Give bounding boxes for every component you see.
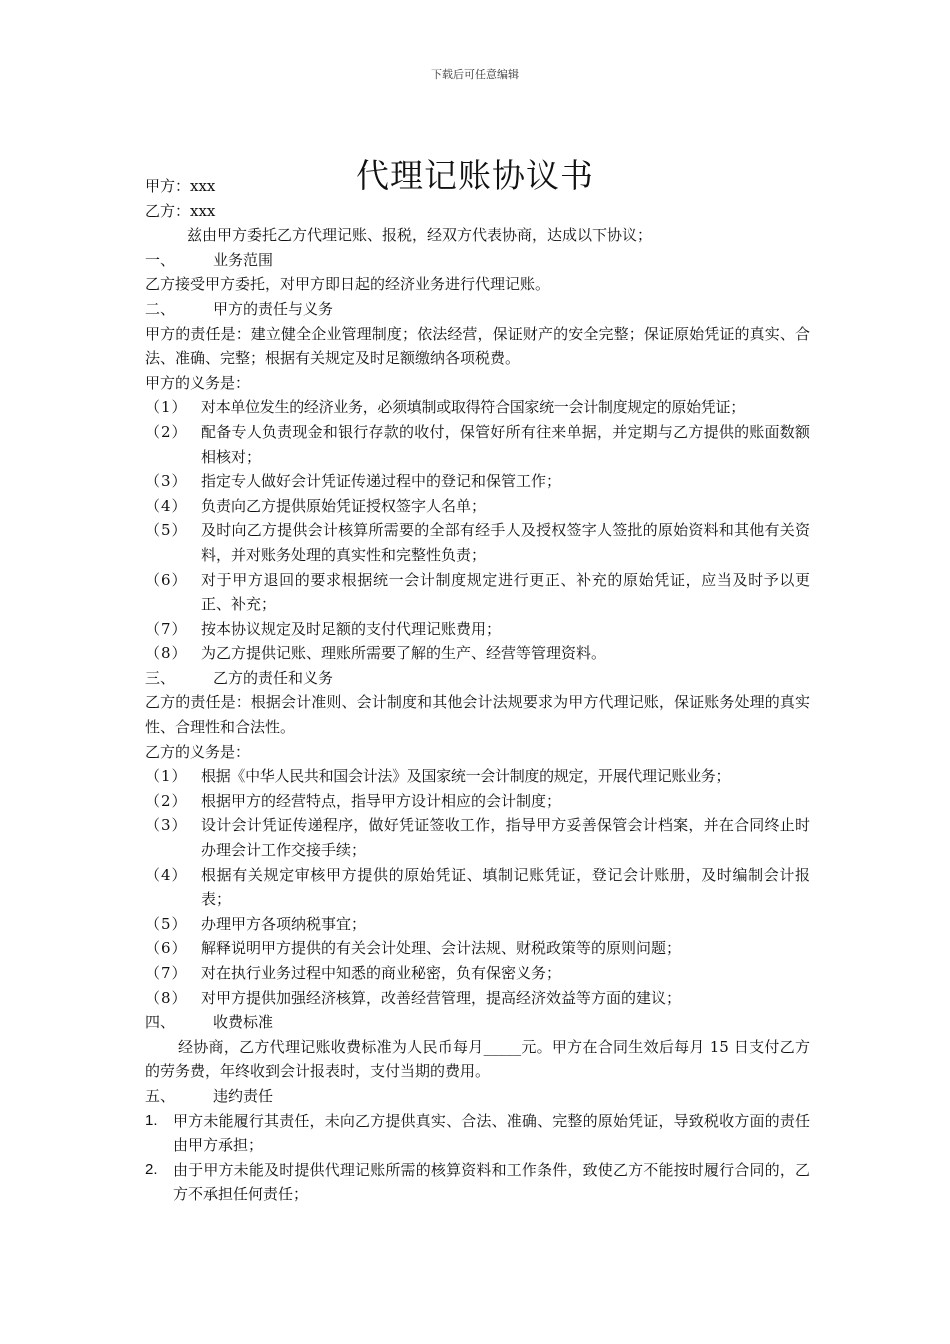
party-b-duty-heading: 乙方的义务是： xyxy=(145,742,251,761)
item-number: （7） xyxy=(145,619,188,638)
section-title: 业务范围 xyxy=(213,250,274,269)
item-text: 按本协议规定及时足额的支付代理记账费用； xyxy=(201,619,502,638)
section-number: 二、 xyxy=(145,299,176,318)
section-title: 乙方的责任和义务 xyxy=(213,668,334,687)
item-number: （3） xyxy=(145,472,188,491)
item-text: 由于甲方未能及时提供代理记账所需的核算资料和工作条件，致使乙方不能按时履行合同的，乙方不承担任何责任； xyxy=(173,1160,810,1204)
item-number: 2. xyxy=(145,1160,158,1178)
section-1-body: 乙方接受甲方委托，对甲方即日起的经济业务进行代理记账。 xyxy=(145,275,551,294)
intro-paragraph: 兹由甲方委托乙方代理记账、报税，经双方代表协商，达成以下协议； xyxy=(187,226,653,245)
item-text: 对在执行业务过程中知悉的商业秘密，负有保密义务； xyxy=(201,964,562,982)
section-heading-2 xyxy=(145,297,810,322)
item-text: 根据《中华人民共和国会计法》及国家统一会计制度的规定，开展代理记账业务； xyxy=(201,767,731,786)
section-heading-1 xyxy=(145,248,810,273)
list-item xyxy=(145,518,810,567)
item-text: 负责向乙方提供原始凭证授权签字人名单； xyxy=(201,496,487,515)
section-title: 甲方的责任与义务 xyxy=(213,299,334,318)
item-text: 为乙方提供记账、理账所需要了解的生产、经营等管理资料。 xyxy=(201,644,607,663)
item-number: （3） xyxy=(145,816,188,835)
item-text: 对本单位发生的经济业务，必须填制或取得符合国家统一会计制度规定的原始凭证； xyxy=(201,398,745,417)
item-text: 设计会计凭证传递程序，做好凭证签收工作，指导甲方妥善保管会计档案，并在合同终止时办理会计工作交接手续； xyxy=(201,816,810,860)
item-number: （1） xyxy=(145,398,188,417)
item-number: （5） xyxy=(145,914,188,933)
section-number: 四、 xyxy=(145,1013,176,1032)
list-item xyxy=(145,1158,810,1207)
item-text: 对于甲方退回的要求根据统一会计制度规定进行更正、补充的原始凭证，应当及时予以更正、补充； xyxy=(201,570,810,614)
list-item xyxy=(145,863,810,912)
party-a: 甲方：xxx xyxy=(145,177,216,195)
item-text: 根据有关规定审核甲方提供的原始凭证、填制记账凭证，登记会计账册，及时编制会计报表； xyxy=(201,865,810,909)
list-item xyxy=(145,813,810,862)
list-item xyxy=(145,469,810,494)
item-number: 1. xyxy=(145,1111,158,1129)
list-item xyxy=(145,764,810,789)
page-header-note: 下载后可任意编辑 xyxy=(431,68,519,81)
breach-list xyxy=(145,1109,810,1207)
list-item xyxy=(145,617,810,642)
list-item xyxy=(145,395,810,420)
section-title: 收费标准 xyxy=(213,1013,274,1032)
party-b-duty-list xyxy=(145,764,810,1010)
party-b-responsibility: 乙方的责任是：根据会计准则、会计制度和其他会计法规要求为甲方代理记账，保证账务处理的真实性、合理性和合法性。 xyxy=(145,693,810,737)
section-heading-5 xyxy=(145,1084,810,1109)
item-number: （8） xyxy=(145,644,188,663)
list-item xyxy=(145,494,810,519)
list-item xyxy=(145,961,810,986)
item-text: 办理甲方各项纳税事宜； xyxy=(201,914,367,933)
section-number: 五、 xyxy=(145,1086,176,1105)
item-text: 根据甲方的经营特点，指导甲方设计相应的会计制度； xyxy=(201,791,562,810)
item-number: （7） xyxy=(145,964,188,982)
item-text: 对甲方提供加强经济核算，改善经营管理，提高经济效益等方面的建议； xyxy=(201,988,682,1007)
list-item xyxy=(145,789,810,814)
section-number: 一、 xyxy=(145,250,176,269)
item-text: 解释说明甲方提供的有关会计处理、会计法规、财税政策等的原则问题； xyxy=(201,939,682,958)
item-number: （4） xyxy=(145,496,188,515)
item-text: 及时向乙方提供会计核算所需要的全部有经手人及授权签字人签批的原始资料和其他有关资料，并对账务处理的真实性和完整性负责； xyxy=(201,521,810,564)
section-title: 违约责任 xyxy=(213,1086,274,1105)
list-item xyxy=(145,936,810,961)
party-b: 乙方：xxx xyxy=(145,201,216,220)
party-a-duty-list xyxy=(145,395,810,666)
list-item xyxy=(145,912,810,937)
item-number: （8） xyxy=(145,988,188,1007)
list-item xyxy=(145,420,810,469)
item-number: （4） xyxy=(145,865,188,884)
section-heading-3 xyxy=(145,666,810,691)
party-a-duty-heading: 甲方的义务是： xyxy=(145,373,251,392)
section-number: 三、 xyxy=(145,668,176,687)
item-number: （1） xyxy=(145,767,188,786)
item-number: （6） xyxy=(145,570,188,589)
item-number: （5） xyxy=(145,521,188,540)
list-item xyxy=(145,1109,810,1158)
item-number: （6） xyxy=(145,939,188,958)
item-text: 配备专人负责现金和银行存款的收付，保管好所有往来单据，并定期与乙方提供的账面数额相核对； xyxy=(201,422,810,466)
fee-paragraph: 经协商，乙方代理记账收费标准为人民币每月_____元。甲方在合同生效后每月 15 日支付乙方的劳务费，年终收到会计报表时，支付当期的费用。 xyxy=(145,1037,810,1081)
document-body xyxy=(145,174,810,1207)
document-title: 代理记账协议书 xyxy=(356,156,594,196)
item-number: （2） xyxy=(145,422,188,441)
list-item xyxy=(145,641,810,666)
item-number: （2） xyxy=(145,791,188,810)
list-item xyxy=(145,986,810,1011)
item-text: 指定专人做好会计凭证传递过程中的登记和保管工作； xyxy=(201,472,562,491)
party-a-responsibility: 甲方的责任是：建立健全企业管理制度；依法经营，保证财产的安全完整；保证原始凭证的真实、合法、准确、完整；根据有关规定及时足额缴纳各项税费。 xyxy=(145,324,810,368)
section-heading-4 xyxy=(145,1010,810,1035)
item-text: 甲方未能履行其责任，未向乙方提供真实、合法、准确、完整的原始凭证，导致税收方面的责任由甲方承担； xyxy=(173,1111,810,1155)
list-item xyxy=(145,568,810,617)
